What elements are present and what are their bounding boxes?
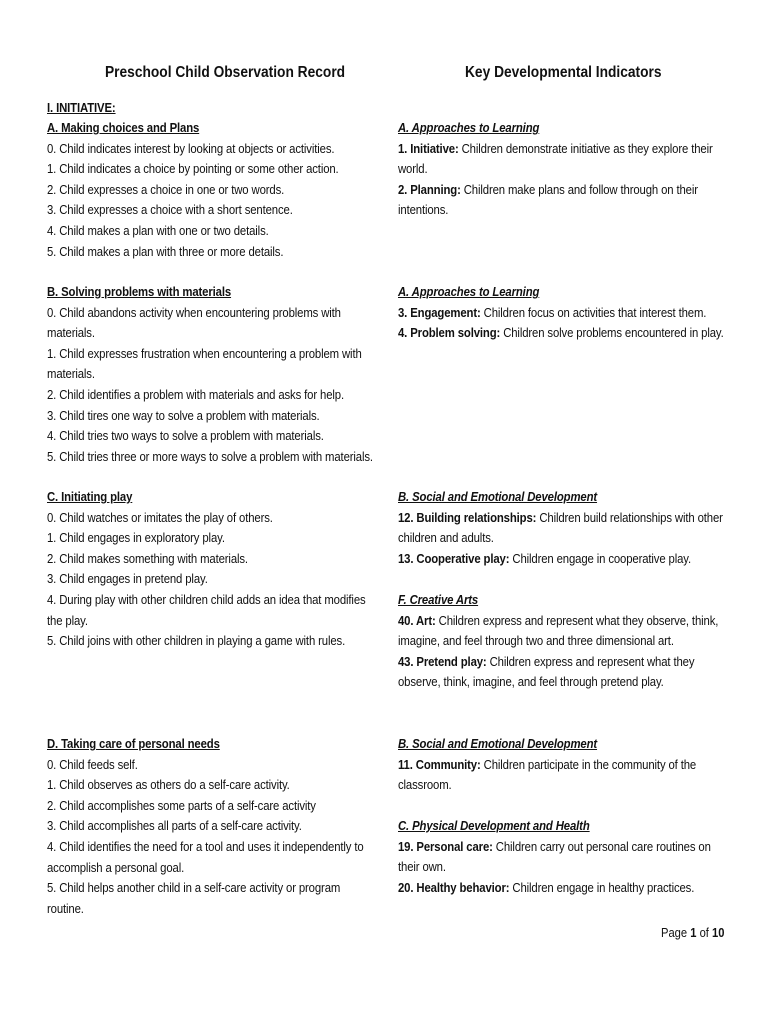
section-personal-needs [47,734,377,919]
page-number [661,925,724,940]
category-heading: I. INITIATIVE: [47,100,116,115]
page-current: 1 [690,925,697,940]
kdi-heading: A. Approaches to Learning [398,284,540,299]
item-line: 1. Child indicates a choice by pointing or some other action. [47,161,339,177]
kdi-text-continued: intentions. [398,202,449,218]
item-line: 0. Child feeds self. [47,756,138,772]
kdi-text: Children participate in the community of the [483,756,697,772]
kdi-text: Children express and represent what they [489,653,695,669]
kdi-entry [398,652,695,673]
kdi-text: Children engage in cooperative play. [512,550,692,566]
item-line: 3. Child engages in pretend play. [47,571,208,587]
item-line: 4. Child identifies the need for a tool and uses it independently to [47,838,364,854]
kdi-text: Children solve problems encountered in play. [503,325,724,341]
kdi-text-continued: children and adults. [398,530,494,546]
item-line: 2. Child identifies a problem with materials and asks for help. [47,386,344,402]
kdi-text-continued: observe, think, imagine, and feel through pretend play. [398,674,664,690]
section-heading: A. Making choices and Plans [47,120,200,135]
item-line: 4. During play with other children child adds an idea that modifies [47,591,366,607]
section-heading: C. Initiating play [47,489,133,504]
item-line: materials. [47,325,95,341]
kdi-entry [398,837,711,858]
page-total: 10 [712,925,725,940]
item-line: 5. Child joins with other children in playing a game with rules. [47,633,346,649]
section-solving-problems [47,282,377,467]
kdi-label: 19. Personal care: [398,838,493,854]
kdi-text-continued: classroom. [398,777,452,793]
item-line: 5. Child makes a plan with three or more details. [47,243,284,259]
section-heading: D. Taking care of personal needs [47,736,220,751]
item-line: materials. [47,366,95,382]
kdi-text: Children make plans and follow through on their [463,181,698,197]
of-word: of [699,925,709,940]
kdi-heading: A. Approaches to Learning [398,120,540,135]
kdi-heading: B. Social and Emotional Development [398,489,598,504]
kdi-entry [398,755,697,776]
kdi-text: Children build relationships with other [539,509,723,525]
kdi-text-continued: their own. [398,859,446,875]
kdi-block-approaches-1 [398,118,718,221]
kdi-entry [398,180,698,201]
section-heading: B. Solving problems with materials [47,284,232,299]
kdi-label: 12. Building relationships: [398,509,537,525]
kdi-heading: C. Physical Development and Health [398,818,590,833]
kdi-label: 1. Initiative: [398,140,459,156]
kdi-entry [398,549,692,570]
item-line: 1. Child expresses frustration when encountering a problem with [47,345,362,361]
kdi-label: 4. Problem solving: [398,325,501,341]
item-line: 3. Child expresses a choice with a short sentence. [47,202,293,218]
left-title: Preschool Child Observation Record [105,64,346,81]
kdi-entry [398,139,713,160]
kdi-label: 40. Art: [398,612,436,628]
item-line: 1. Child engages in exploratory play. [47,530,225,546]
kdi-block-physical [398,816,718,898]
kdi-text-continued: imagine, and feel through two and three dimensional art. [398,633,674,649]
item-line: 2. Child makes something with materials. [47,550,248,566]
item-line: 2. Child accomplishes some parts of a self-care activity [47,797,316,813]
item-line: 3. Child tires one way to solve a problem with materials. [47,407,320,423]
kdi-entry [398,323,724,344]
kdi-label: 43. Pretend play: [398,653,487,669]
item-line: 0. Child watches or imitates the play of others. [47,509,273,525]
section-initiating-play [47,487,377,652]
kdi-block-social-1 [398,487,723,569]
page-word: Page [661,925,688,940]
kdi-text: Children demonstrate initiative as they explore their [461,140,713,156]
kdi-label: 3. Engagement: [398,304,481,320]
item-line: 0. Child abandons activity when encountering problems with [47,304,341,320]
kdi-block-social-2 [398,734,718,796]
item-line: 1. Child observes as others do a self-care activity. [47,777,290,793]
kdi-label: 20. Healthy behavior: [398,879,510,895]
kdi-label: 2. Planning: [398,181,461,197]
kdi-text-continued: world. [398,161,428,177]
kdi-heading: B. Social and Emotional Development [398,736,598,751]
item-line: 4. Child makes a plan with one or two details. [47,222,269,238]
kdi-block-approaches-2 [398,282,724,344]
section-making-choices [47,118,377,262]
kdi-label: 13. Cooperative play: [398,550,510,566]
kdi-text: Children focus on activities that interest them. [483,304,707,320]
kdi-text: Children carry out personal care routines on [495,838,711,854]
kdi-text: Children express and represent what they observe, think, [438,612,719,628]
item-line: accomplish a personal goal. [47,859,185,875]
kdi-heading: F. Creative Arts [398,592,479,607]
kdi-entry [398,611,719,632]
kdi-entry [398,508,723,529]
kdi-text: Children engage in healthy practices. [512,879,695,895]
kdi-entry [398,303,707,324]
item-line: 2. Child expresses a choice in one or two words. [47,181,285,197]
item-line: 4. Child tries two ways to solve a problem with materials. [47,428,324,444]
kdi-entry [398,878,695,899]
right-title: Key Developmental Indicators [465,64,662,81]
item-line: the play. [47,612,88,628]
item-line: 5. Child helps another child in a self-care activity or program [47,880,341,896]
item-line: routine. [47,900,84,916]
item-line: 3. Child accomplishes all parts of a self-care activity. [47,818,302,834]
kdi-block-creative-arts [398,590,718,693]
item-line: 5. Child tries three or more ways to solve a problem with materials. [47,448,373,464]
item-line: 0. Child indicates interest by looking at objects or activities. [47,140,335,156]
kdi-label: 11. Community: [398,756,481,772]
